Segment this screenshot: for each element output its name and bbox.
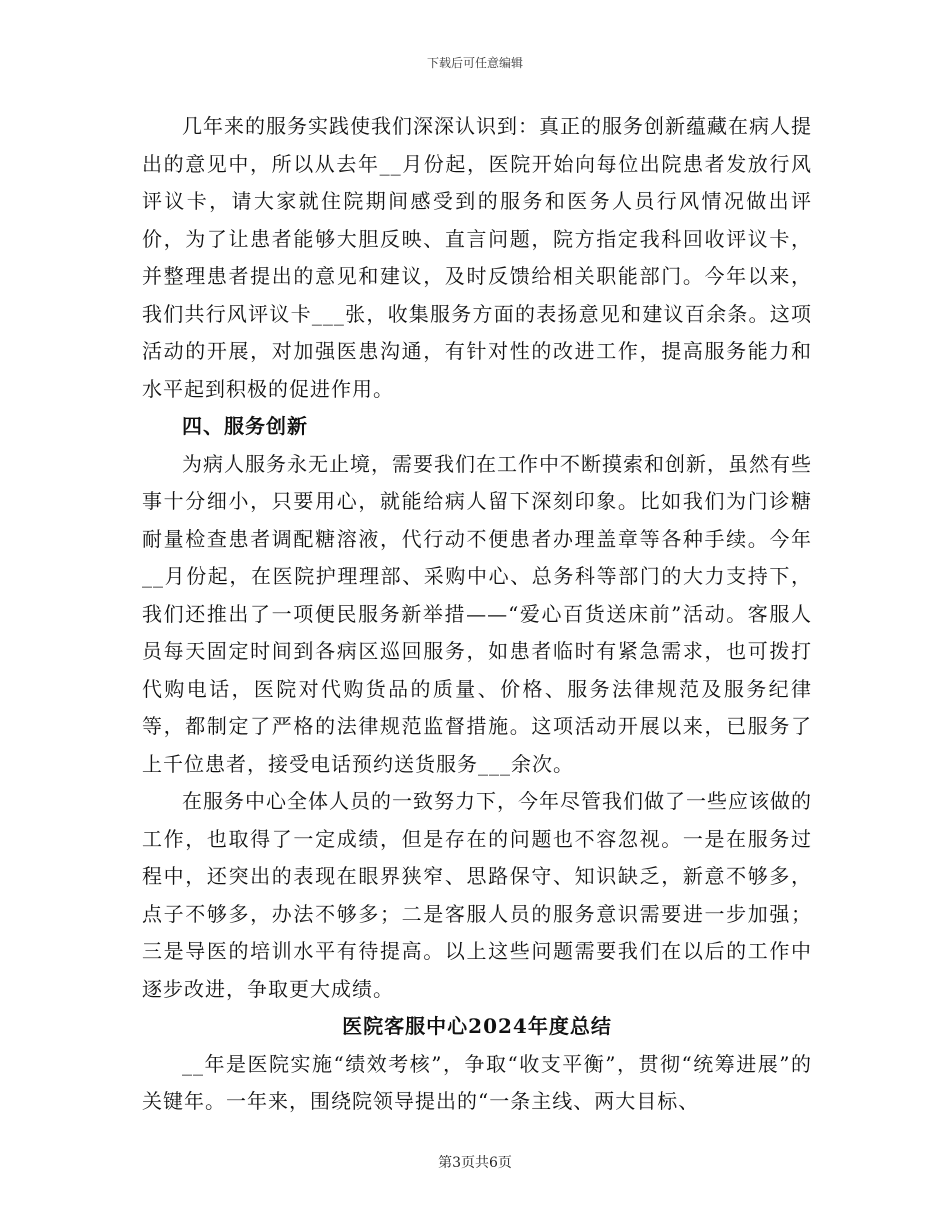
page-footer: 第3页共6页 [438, 1155, 512, 1171]
section-heading-service-innovation: 四、服务创新 [182, 414, 308, 438]
paragraph-annual-intro: __年是医院实施“绩效考核”，争取“收支平衡”，贯彻“统筹进展”的关键年。一年来，围绕院领导提出的“一条主线、两大目标、 [142, 1051, 812, 1113]
page-header: 下载后可任意编辑 [426, 56, 523, 70]
paragraph-feedback-cards: 几年来的服务实践使我们深深认识到：真正的服务创新蕴藏在病人提出的意见中，所以从去年__月份起，医院开始向每位出院患者发放行风评议卡，请大家就住院期间感受到的服务和医务人员行风情况做出评价，为了让患者能够大胆反映、直言问题，院方指定我科回收评议卡，并整理患者提出的意见和建议，及时反馈给相关职能部门。今年以来，我们共行风评议卡___张，收集服务方面的表扬意见和建议百余条。这项活动的开展，对加强医患沟通，有针对性的改进工作，提高服务能力和水平起到积极的促进作用。 [142, 114, 812, 401]
document-body [142, 108, 812, 1121]
paragraph-problems: 在服务中心全体人员的一致努力下，今年尽管我们做了一些应该做的工作，也取得了一定成绩，但是存在的问题也不容忽视。一是在服务过程中，还突出的表现在眼界狭窄、思路保守、知识缺乏，新意不够多，点子不够多，办法不够多；二是客服人员的服务意识需要进一步加强；三是导医的培训水平有待提高。以上这些问题需要我们在以后的工作中逐步改进，争取更大成绩。 [142, 789, 812, 1001]
paragraph-service-innovation: 为病人服务永无止境，需要我们在工作中不断摸索和创新，虽然有些事十分细小，只要用心，就能给病人留下深刻印象。比如我们为门诊糖耐量检查患者调配糖溶液，代行动不便患者办理盖章等各种手续。今年__月份起，在医院护理理部、采购中心、总务科等部门的大力支持下，我们还推出了一项便民服务新举措——“爱心百货送床前”活动。客服人员每天固定时间到各病区巡回服务，如患者临时有紧急需求，也可拨打代购电话，医院对代购货品的质量、价格、服务法律规范及服务纪律等，都制定了严格的法律规范监督措施。这项活动开展以来，已服务了上千位患者，接受电话预约送货服务___余次。 [142, 451, 812, 776]
document-title-annual-summary: 医院客服中心2024年度总结 [342, 1014, 612, 1038]
